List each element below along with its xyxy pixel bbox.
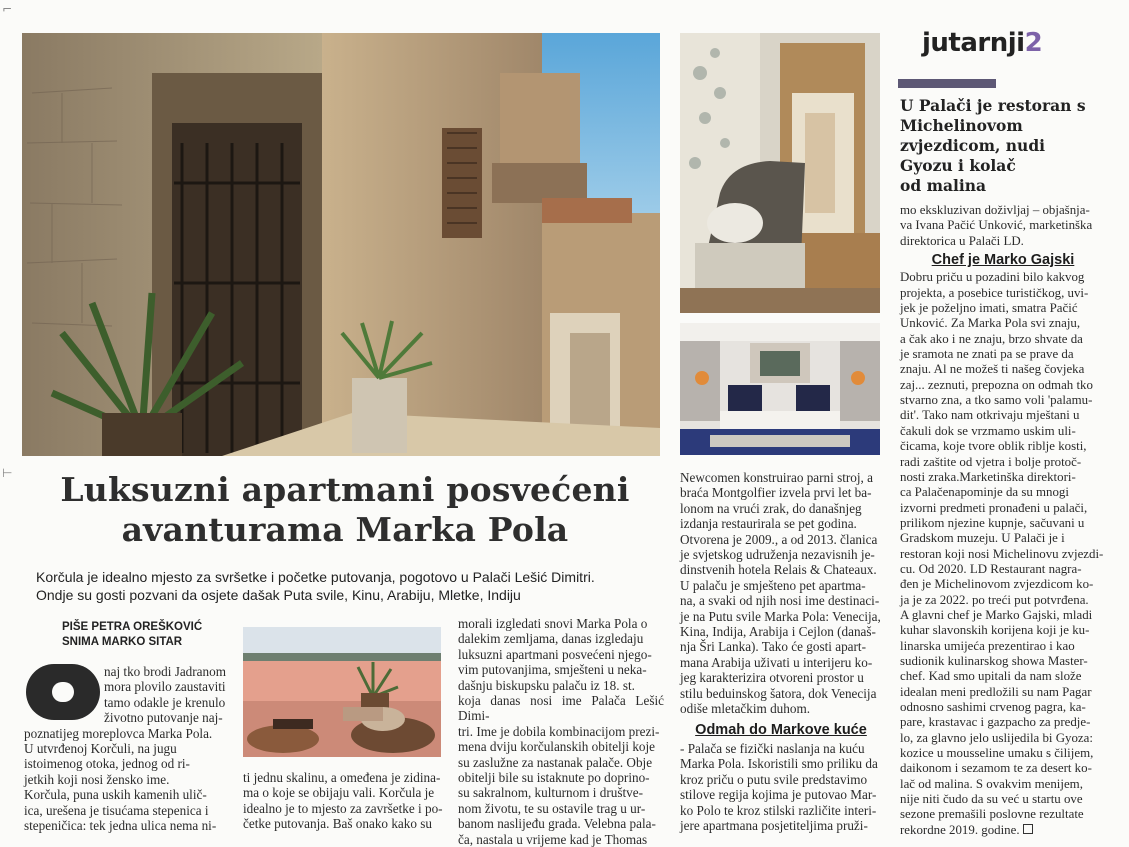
col3-line: su zaslužne za nastanak palače. Obje [458,754,653,770]
col1-line: jetkih koji nosi žensko ime. [24,771,170,787]
col5-line: va Ivana Pačić Unković, marketinška [900,218,1093,233]
col2-line: četke putovanja. Baš onako kako su [243,816,432,832]
col4-line: stilu beduinskog šatora, dok Venecija [680,685,877,701]
col4-line: jeg karakterizira otvoreni prostor u [680,670,864,686]
col3-line: morali izgledati snovi Marka Pola o [458,616,648,631]
col4-line: lonom na vrući zrak, do današnjeg [680,500,862,516]
col5-line: Dobru priču u pozadini bilo kakvog [900,270,1085,285]
col4-line: Kina, Indija, Arabija i Cejlon (današ- [680,624,876,640]
col3-line: tri. Ime je dobila kombinacijom prezi- [458,723,660,739]
subtitle-line1: Korčula je idealno mjesto za svršetke i početke putovanja, pogotovo u Palači Lešić Dimitri. [36,569,595,585]
col5-line: direktorica u Palači LD. [900,233,1024,248]
col3-line: luksuzni apartmani posvećeni njego- [458,646,652,662]
col5-line: ja je za 2022. po treći put potvrđena. [900,592,1089,607]
col5-line: čicama, koje tvore oblik riblje kosti, [900,439,1087,454]
col1-line: ica, urešena je tisućama stepenica i [24,802,209,818]
col4-line: na, a svaki od njih nosi ime destinaci- [680,593,880,609]
article-column-3 [458,616,664,847]
headline-line1: Luksuzni apartmani posvećeni [60,470,630,509]
article-column-2 [243,770,443,832]
col5-line: cu. Od 2020. LD Restaurant nagra- [900,561,1082,576]
interior-photo-bedroom [680,323,880,455]
col1-line: Korčula, puna uskih kamenih ulič- [24,787,207,803]
col5-line: izvorni predmeti pronađeni u palači, [900,500,1088,515]
col5-line: idealan meni predložili su nam Pagar [900,684,1092,699]
col5-line: nije niti čudo da su već u startu ove [900,792,1083,807]
col5-line: lač od malina. S ovakvim menijem, [900,776,1083,791]
col4-line: odiše mletačkim duhom. [680,701,811,717]
byline-author: PIŠE PETRA OREŠKOVIĆ [62,621,203,633]
jutarnji-logo [922,28,1102,58]
col4-line: nja Šri Lanka). Tako će gosti apart- [680,639,866,655]
sidebar-headline-line4: Gyozu i kolač [900,156,1016,175]
col2-line: ti jednu skalinu, a omeđena je zidina- [243,770,441,785]
col3-line: nom životu, te su ostavile trag u ur- [458,800,646,816]
col5-line: znaju. Al ne možeš ti našeg čovjeka [900,362,1085,377]
col4-line: je svjetskog udruženja nezavisnih je- [680,547,875,563]
col4-line: ko Polo te kroz stilski različite interi- [680,802,877,818]
col2-line: idealno je to mjesto za završetke i po- [243,800,443,816]
interior-photo-chair [680,33,880,313]
col5-line: odnosno sashimi crvenog pagra, ka- [900,700,1086,714]
col5-line: jek je poželjno imati, smatra Pačić [900,301,1078,316]
col5-line: projekta, a posebice turističkog, uvi- [900,285,1089,300]
terrace-photo [243,627,441,757]
article-subtitle [36,568,666,604]
sidebar-headline-line2: Michelinovom [900,116,1023,135]
col1-line: stepeničica: tek jedna ulica nema ni- [24,818,217,834]
col3-line: mena dviju korčulanskih obitelji koje [458,739,656,755]
col4-line: Otvorena je 2009., a od 2013. članica [680,531,878,547]
col5-line: mo ekskluzivan doživljaj – objašnja- [900,203,1090,217]
col5-line: kuhar slavonskih korijena koji je ku- [900,623,1090,638]
col4-line: Marka Pola. Iskoristili smo priliku da [680,756,878,772]
col3-line: ča, nastala u vrijeme kad je Thomas [458,831,648,847]
col1-line: istoimenog otoka, jednog od ri- [24,756,190,772]
col5-line: lo, za glavno jelo uslijedila bi Gyoza: [900,730,1093,745]
col4-line: je na Putu svile Marka Pola: Venecija, [680,608,881,624]
col5-line: đen je Michelinovom zvjezdicom ko- [900,577,1094,592]
col3-line: dalekim zemljama, danas izgledaju [458,631,644,647]
col5-line: daikonom i sezamom te za desert ko- [900,761,1092,776]
col5-line: pare, krastavac i gazpacho za predje- [900,715,1091,730]
col5-line-last [900,823,1106,838]
square-end-icon [1023,824,1033,834]
col5-line: ca Palačenapominje da su mnogi [900,485,1069,500]
col3-line: obitelji bile su istaknute po doprino- [458,770,650,786]
sidebar-headline [900,96,1100,196]
logo-number: 2 [1024,28,1043,58]
col4-line: Newcomen konstruirao parni stroj, a [680,470,873,485]
col5-line: Unković. Za Marka Pola svi znaju, [900,316,1081,331]
crop-mark-icon: ⊢ [2,466,13,480]
col5-line: zaj... zeznuti, prepozna on odmah tko [900,377,1093,392]
crop-mark-icon: ⌐ [2,2,13,16]
col5-line: chef. Kad smo upitali da nam slože [900,669,1082,684]
byline [62,620,262,650]
col1-line: U utvrđenoj Korčuli, na jugu [24,741,177,757]
sidebar-headline-line5: od malina [900,176,987,195]
col4-line: braća Montgolfier izvela prvi let ba- [680,485,872,501]
col1-line: tamo odakle je krenulo [104,694,226,710]
col4-line: mana Arabija uživati u interijeru ko- [680,654,873,670]
col1-line: naj tko brodi Jadranom [104,664,226,679]
col5-line: stvarno zna, a tko samo voli 'palamu- [900,393,1093,408]
byline-photographer: SNIMA MARKO SITAR [62,636,183,648]
main-photo-stone-street [22,33,660,456]
col5-line: a čak ako i ne znaju, brzo shvate da [900,331,1083,346]
col5-line: sezone premašili poslovne rezultate [900,807,1084,822]
col5-line: prilikom njezine kupnje, sačuvani u [900,515,1085,530]
col5-line: nosti zraka.Marketinška direktori- [900,469,1076,484]
col3-line: vim putovanjima, smješteni u neka- [458,662,647,678]
col1-line: životno putovanje naj- [104,710,223,726]
col3-line: banom naslijeđu grada. Velebna pala- [458,816,656,832]
col1-line: mora plovilo zaustaviti [104,679,226,695]
sidebar-accent-bar [898,79,996,88]
col3-line: koja danas nosi ime Palača Lešić Dimi- [458,693,664,724]
subtitle-line2: Ondje su gosti pozvani da osjete dašak Puta svile, Kinu, Arabiju, Mletke, Indiju [36,587,521,603]
article-column-1 [24,664,228,832]
col3-line: dašnju biskupsku palaču iz 18. st. [458,677,635,693]
col4-line: U palaču je smješteno pet apartma- [680,577,866,593]
article-headline [30,470,660,550]
logo-text: jutarnji [922,28,1025,58]
col5-line: sudionik kulinarskog showa Master- [900,653,1088,668]
col5-line: Gradskom muzeju. U Palači je i [900,531,1065,546]
sidebar-headline-line3: zvjezdicom, nudi [900,136,1046,155]
sidebar-headline-line1: U Palači je restoran s [900,96,1086,115]
col4-line: izdanja restaurirala se pet godina. [680,516,857,532]
col5-line: A glavni chef je Marko Gajski, mladi [900,607,1093,622]
article-column-4 [680,470,882,832]
col5-line: kozice u mousseline umaku s čilijem, [900,746,1094,761]
col4-line: - Palača se fizički naslanja na kuću [680,740,865,756]
col5-line: rekordne 2019. godine. [900,822,1020,837]
headline-line2: avanturama Marka Pola [121,510,569,549]
col5-line: dit'. Tako nam otkrivaju mještani u [900,408,1080,423]
col5-line: restoran koji nosi Michelinovu zvjezdi- [900,546,1104,561]
col5-line: radi zaštite od vjetra i bolje protoč- [900,454,1082,469]
col4-line: stilove regija kojima je putovao Mar- [680,787,877,803]
col4-line: dinstvenih hotela Relais & Chateaux. [680,562,877,578]
subhead-odmah-do-markove-kuce: Odmah do Markove kuće [695,721,867,738]
col1-line: poznatijeg moreplovca Marka Pola. [24,725,213,741]
col2-line: ma o koje se obijaju vali. Korčula je [243,785,435,801]
col5-line: čakuli dok se vrzmamo uskim uli- [900,423,1076,438]
article-column-5 [900,203,1106,837]
col3-line: su sakralnom, kulturnom i društve- [458,785,643,801]
col4-line: jere apartmana posjetiteljima pruži- [680,817,868,833]
col4-line: kroz priču o putu svile predstavimo [680,771,868,787]
col5-line: linarska umijeća prezentirao i kao [900,638,1075,653]
subhead-chef-je-marko-gajski: Chef je Marko Gajski [931,252,1075,269]
col5-line: je sramota ne znati pa se prave da [900,347,1074,362]
